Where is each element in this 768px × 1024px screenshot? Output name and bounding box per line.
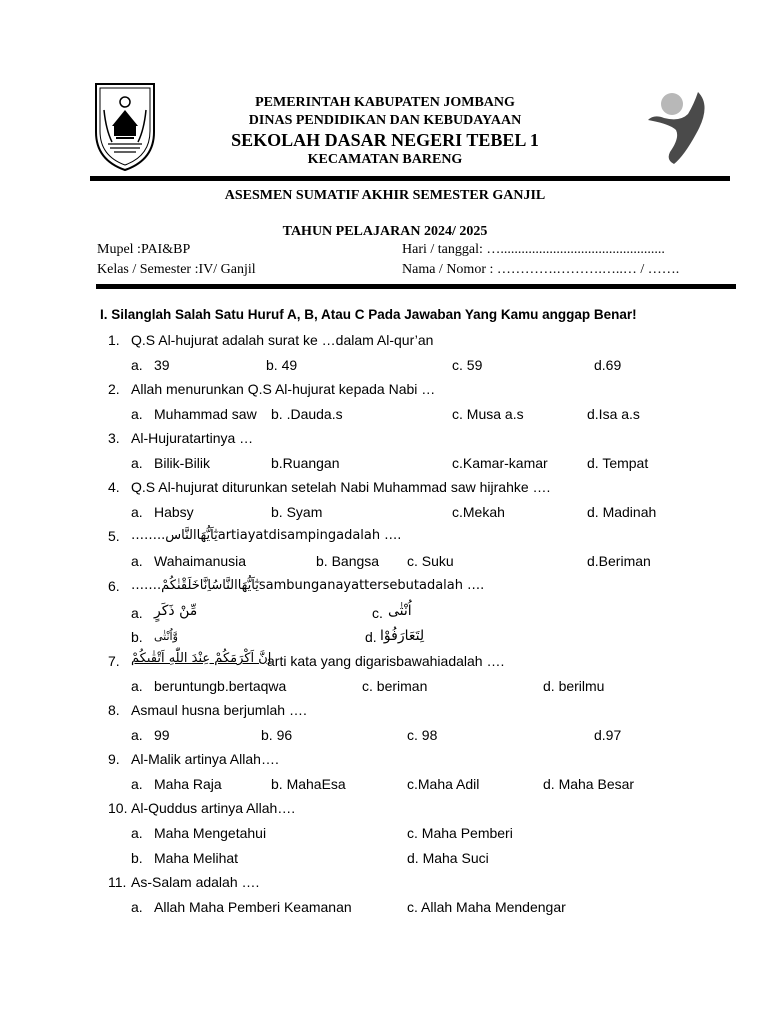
option-d[interactable]: d.69 bbox=[594, 357, 622, 373]
question-text: …….يٰٓاَيُّهَاالنَّاسُاِنَّاخَلَقْنٰكُمْsambunganayattersebutadalah …. bbox=[131, 578, 485, 593]
option-text[interactable]: Maha Melihat bbox=[154, 850, 239, 866]
question-number: 10. bbox=[108, 800, 128, 816]
option-b[interactable]: b. 96 bbox=[261, 727, 293, 743]
question-number: 4. bbox=[108, 479, 120, 495]
option-c[interactable]: c. 98 bbox=[407, 727, 438, 743]
option-d[interactable]: d. Maha Suci bbox=[407, 850, 489, 866]
option-b[interactable]: b. MahaEsa bbox=[271, 776, 346, 792]
option-d[interactable]: d. Tempat bbox=[587, 455, 649, 471]
option-d[interactable]: d.Beriman bbox=[587, 553, 651, 569]
option-c[interactable]: c. Suku bbox=[407, 553, 454, 569]
header-line-1: PEMERINTAH KABUPATEN JOMBANG bbox=[255, 95, 515, 110]
option-c[interactable]: c.Maha Adil bbox=[407, 776, 480, 792]
question-number: 1. bbox=[108, 332, 120, 348]
question-number: 5. bbox=[108, 528, 120, 544]
option-d[interactable]: d. berilmu bbox=[543, 678, 605, 694]
option-text[interactable]: Maha Raja bbox=[154, 776, 222, 792]
option-label[interactable]: a. bbox=[131, 357, 143, 373]
option-c[interactable]: c.Mekah bbox=[452, 504, 505, 520]
option-label[interactable]: a. bbox=[131, 825, 143, 841]
option-label[interactable]: a. bbox=[131, 504, 143, 520]
option-text[interactable]: Muhammad saw bbox=[154, 406, 257, 422]
option-label[interactable]: a. bbox=[131, 455, 143, 471]
option-text[interactable]: مِّنْ ذَكَرٍ bbox=[154, 603, 198, 619]
option-label[interactable]: a. bbox=[131, 776, 143, 792]
question-text: arti kata yang digarisbawahiadalah …. bbox=[267, 653, 505, 669]
option-c[interactable]: c. Musa a.s bbox=[452, 406, 524, 422]
option-text[interactable]: 99 bbox=[154, 727, 170, 743]
header-line-2: DINAS PENDIDIKAN DAN KEBUDAYAAN bbox=[248, 113, 522, 128]
school-name: SEKOLAH DASAR NEGERI TEBEL 1 bbox=[231, 130, 539, 150]
option-text[interactable]: اُنْثٰى bbox=[388, 603, 412, 619]
question-text: Q.S Al-hujurat adalah surat ke …dalam Al-qur’an bbox=[131, 332, 434, 348]
section-heading: I. Silanglah Salah Satu Huruf A, B, Atau C Pada Jawaban Yang Kamu anggap Benar! bbox=[100, 307, 637, 322]
question-text: Al-Malik artinya Allah…. bbox=[131, 751, 279, 767]
date-field[interactable]: Hari / tanggal: …............................................... bbox=[402, 242, 665, 257]
academic-year: TAHUN PELAJARAN 2024/ 2025 bbox=[282, 224, 488, 239]
question-number: 9. bbox=[108, 751, 120, 767]
name-number-field[interactable]: Nama / Nomor : ………….……….…..… / ……. bbox=[402, 262, 680, 277]
school-logo bbox=[640, 86, 712, 168]
option-label[interactable]: a. bbox=[131, 605, 143, 621]
question-text: Q.S Al-hujurat diturunkan setelah Nabi Muhammad saw hijrahke …. bbox=[131, 479, 551, 495]
option-text[interactable]: وَّاُنْثٰى bbox=[154, 630, 178, 643]
option-label[interactable]: b. bbox=[131, 850, 143, 866]
question-text: Allah menurunkan Q.S Al-hujurat kepada Nabi … bbox=[131, 381, 436, 397]
subject-field: Mupel :PAI&BP bbox=[97, 242, 191, 257]
question-number: 2. bbox=[108, 381, 120, 397]
option-text[interactable]: Maha Mengetahui bbox=[154, 825, 267, 841]
option-text[interactable]: لِتَعَارَفُوْا bbox=[380, 628, 425, 644]
option-text[interactable]: 39 bbox=[154, 357, 170, 373]
option-text[interactable]: Wahaimanusia bbox=[154, 553, 247, 569]
question-number: 8. bbox=[108, 702, 120, 718]
option-b[interactable]: b. Syam bbox=[271, 504, 323, 520]
option-c[interactable]: c. 59 bbox=[452, 357, 483, 373]
question-text: Al-Hujuratartinya … bbox=[131, 430, 254, 446]
question-text: Al-Quddus artinya Allah…. bbox=[131, 800, 296, 816]
question-text: ……..يٰٓاَيُّهَاالنَّاسartiayatdisampingadalah …. bbox=[131, 528, 402, 543]
option-text[interactable]: beruntungb.bertaqwa bbox=[154, 678, 287, 694]
option-label[interactable]: a. bbox=[131, 406, 143, 422]
question-number: 3. bbox=[108, 430, 120, 446]
question-number: 7. bbox=[108, 653, 120, 669]
option-b[interactable]: b. 49 bbox=[266, 357, 298, 373]
header-line-4: KECAMATAN BARENG bbox=[307, 152, 463, 167]
option-text[interactable]: Bilik-Bilik bbox=[154, 455, 210, 471]
option-c[interactable]: c.Kamar-kamar bbox=[452, 455, 548, 471]
option-label[interactable]: a. bbox=[131, 553, 143, 569]
option-b[interactable]: b.Ruangan bbox=[271, 455, 340, 471]
option-b[interactable]: b. Bangsa bbox=[316, 553, 380, 569]
header-divider bbox=[90, 176, 730, 181]
option-c[interactable]: c. Maha Pemberi bbox=[407, 825, 513, 841]
option-d[interactable]: d.97 bbox=[594, 727, 622, 743]
option-label[interactable]: a. bbox=[131, 899, 143, 915]
option-b[interactable]: b. .Dauda.s bbox=[271, 406, 343, 422]
option-d[interactable]: d. Maha Besar bbox=[543, 776, 635, 792]
option-d[interactable]: d.Isa a.s bbox=[587, 406, 640, 422]
regency-crest-logo bbox=[92, 80, 158, 172]
class-semester-field: Kelas / Semester :IV/ Ganjil bbox=[97, 262, 256, 277]
meta-divider bbox=[96, 284, 736, 289]
option-label[interactable]: a. bbox=[131, 727, 143, 743]
option-d[interactable]: d. Madinah bbox=[587, 504, 657, 520]
exam-title: ASESMEN SUMATIF AKHIR SEMESTER GANJIL bbox=[224, 188, 546, 203]
option-label[interactable]: c. bbox=[372, 605, 383, 621]
option-label[interactable]: d. bbox=[365, 629, 377, 645]
question-number: 6. bbox=[108, 578, 120, 594]
option-label[interactable]: b. bbox=[131, 629, 143, 645]
question-number: 11. bbox=[108, 874, 127, 890]
option-text[interactable]: Allah Maha Pemberi Keamanan bbox=[154, 899, 352, 915]
question-text: As-Salam adalah …. bbox=[131, 874, 260, 890]
question-arabic: اِنَّ اَكْرَمَكُمْ عِنْدَ اللّٰهِ اَتْقٰىكُمْ bbox=[131, 651, 272, 666]
option-c[interactable]: c. beriman bbox=[362, 678, 428, 694]
option-c[interactable]: c. Allah Maha Mendengar bbox=[407, 899, 566, 915]
option-text[interactable]: Habsy bbox=[154, 504, 194, 520]
question-text: Asmaul husna berjumlah …. bbox=[131, 702, 307, 718]
option-label[interactable]: a. bbox=[131, 678, 143, 694]
